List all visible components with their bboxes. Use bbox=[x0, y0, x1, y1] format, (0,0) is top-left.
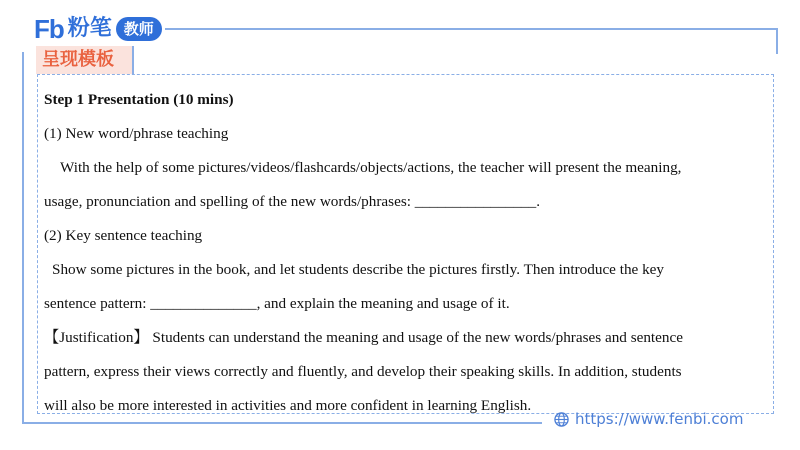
logo-name: 粉笔 bbox=[67, 16, 112, 41]
section-tab-label: 呈现模板 bbox=[42, 49, 114, 70]
website-url[interactable]: https://www.fenbi.com bbox=[575, 410, 744, 428]
justification-line2: pattern, express their views correctly and fluently, and develop their speaking skills. In addition, students bbox=[44, 363, 682, 380]
frame-left-line bbox=[22, 52, 24, 424]
frame-top-line bbox=[165, 28, 778, 30]
justification-line3: will also be more interested in activities and more confident in learning English. bbox=[44, 397, 532, 414]
globe-icon bbox=[554, 412, 569, 427]
paragraph-word-line2: usage, pronunciation and spelling of the new words/phrases: ________________. bbox=[44, 193, 541, 210]
frame-right-line bbox=[776, 28, 778, 54]
subheading-sentence-teaching: (2) Key sentence teaching bbox=[44, 227, 203, 244]
fenbi-logo bbox=[34, 14, 162, 44]
paragraph-word-line1: With the help of some pictures/videos/flashcards/objects/actions, the teacher will present the meaning, bbox=[60, 159, 682, 176]
justification-line1: 【Justification】 Students can understand the meaning and usage of the new words/phrases and sentence bbox=[44, 329, 683, 346]
paragraph-sentence-line1: Show some pictures in the book, and let students describe the pictures firstly. Then introduce the key bbox=[52, 261, 665, 278]
website-link[interactable] bbox=[554, 410, 743, 428]
paragraph-sentence-line2: sentence pattern: ______________, and explain the meaning and usage of it. bbox=[44, 295, 510, 312]
subheading-word-teaching: (1) New word/phrase teaching bbox=[44, 125, 229, 142]
logo-mark: Fb bbox=[34, 14, 64, 44]
logo-tag: 教师 bbox=[116, 17, 162, 41]
frame-bottom-line bbox=[22, 422, 542, 424]
step-heading: Step 1 Presentation (10 mins) bbox=[44, 91, 234, 108]
